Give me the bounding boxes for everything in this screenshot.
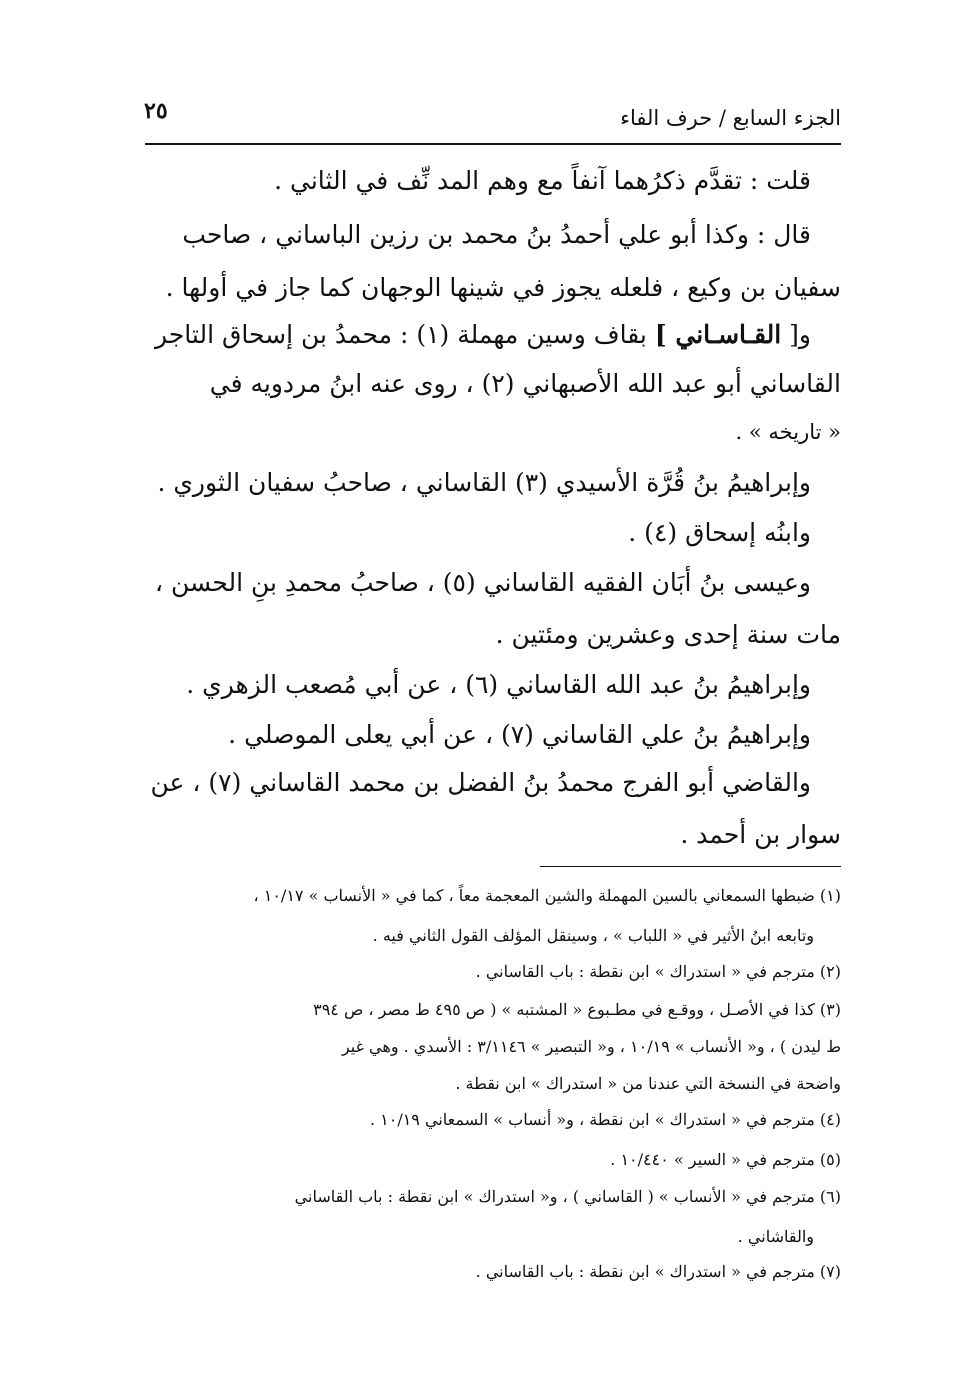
page-number: ٢٥ <box>144 98 168 124</box>
text-line <box>155 320 811 349</box>
footnote: (٤) مترجم في « استدراك » ابن نقطة ، و« أنساب » السمعاني ١٠/١٩ . <box>369 1110 841 1129</box>
footnote: (٥) مترجم في « السير » ١٠/٤٤٠ . <box>610 1150 841 1169</box>
entry-heading: القـاسـاني ] <box>654 320 782 349</box>
footnote: ط ليدن ) ، و« الأنساب » ١٠/١٩ ، و« التبصير » ٣/١١٤٦ : الأسدي . وهي غير <box>341 1037 841 1056</box>
footnote: (٣) كذا في الأصـل ، ووقـع في مطـبوع « المشتبه » ( ص ٤٩٥ ط مصر ، ص ٣٩٤ <box>313 1000 841 1019</box>
text-line: وإبراهيمُ بنُ قُرَّة الأسيدي (٣) القاساني ، صاحبُ سفيان الثوري . <box>157 468 811 497</box>
footnote: وتابعه ابنُ الأثير في « اللباب » ، وسينقل المؤلف القول الثاني فيه . <box>372 926 814 945</box>
text-line: وإبراهيمُ بنُ عبد الله القاساني (٦) ، عن أبي مُصعب الزهري . <box>186 670 811 699</box>
running-header: الجزء السابع / حرف الفاء <box>620 106 841 130</box>
text-line: « تاريخه » . <box>735 420 841 444</box>
text-line: قال : وكذا أبو علي أحمدُ بنُ محمد بن رزين الباساني ، صاحب <box>182 220 811 249</box>
text-line: وإبراهيمُ بنُ علي القاساني (٧) ، عن أبي يعلى الموصلي . <box>228 720 811 749</box>
footnote: (٧) مترجم في « استدراك » ابن نقطة : باب القاساني . <box>475 1262 841 1281</box>
footnote: واضحة في النسخة التي عندنا من « استدراك » ابن نقطة . <box>455 1074 841 1093</box>
text-line: سوار بن أحمد . <box>680 820 841 849</box>
footnote: والقاشاني . <box>737 1227 814 1246</box>
text-fragment: و[ <box>781 320 811 349</box>
text-line: قلت : تقدَّم ذكرُهما آنفاً مع وهم المد نِّف في الثاني . <box>274 166 811 195</box>
text-line: القاساني أبو عبد الله الأصبهاني (٢) ، روى عنه ابنُ مردويه في <box>209 369 841 398</box>
footnote: (١) ضبطها السمعاني بالسين المهملة والشين المعجمة معاً ، كما في « الأنساب » ١٠/١٧ ، <box>253 886 841 905</box>
text-line: والقاضي أبو الفرج محمدُ بنُ الفضل بن محمد القاساني (٧) ، عن <box>150 768 811 797</box>
text-line: مات سنة إحدى وعشرين ومئتين . <box>495 620 841 649</box>
text-line: سفيان بن وكيع ، فلعله يجوز في شينها الوجهان كما جاز في أولها . <box>165 273 841 302</box>
text-line: وابنُه إسحاق (٤) . <box>628 518 811 547</box>
footnote: (٢) مترجم في « استدراك » ابن نقطة : باب القاساني . <box>475 962 841 981</box>
text-line: وعيسى بنُ أبَان الفقيه القاساني (٥) ، صاحبُ محمدِ بنِ الحسن ، <box>154 568 811 597</box>
text-fragment: بقاف وسين مهملة (١) : محمدُ بن إسحاق التاجر <box>155 320 655 349</box>
header-rule <box>145 143 841 145</box>
footnote-rule <box>540 866 841 867</box>
footnote: (٦) مترجم في « الأنساب » ( القاساني ) ، و« استدراك » ابن نقطة : باب القاساني <box>294 1187 841 1206</box>
